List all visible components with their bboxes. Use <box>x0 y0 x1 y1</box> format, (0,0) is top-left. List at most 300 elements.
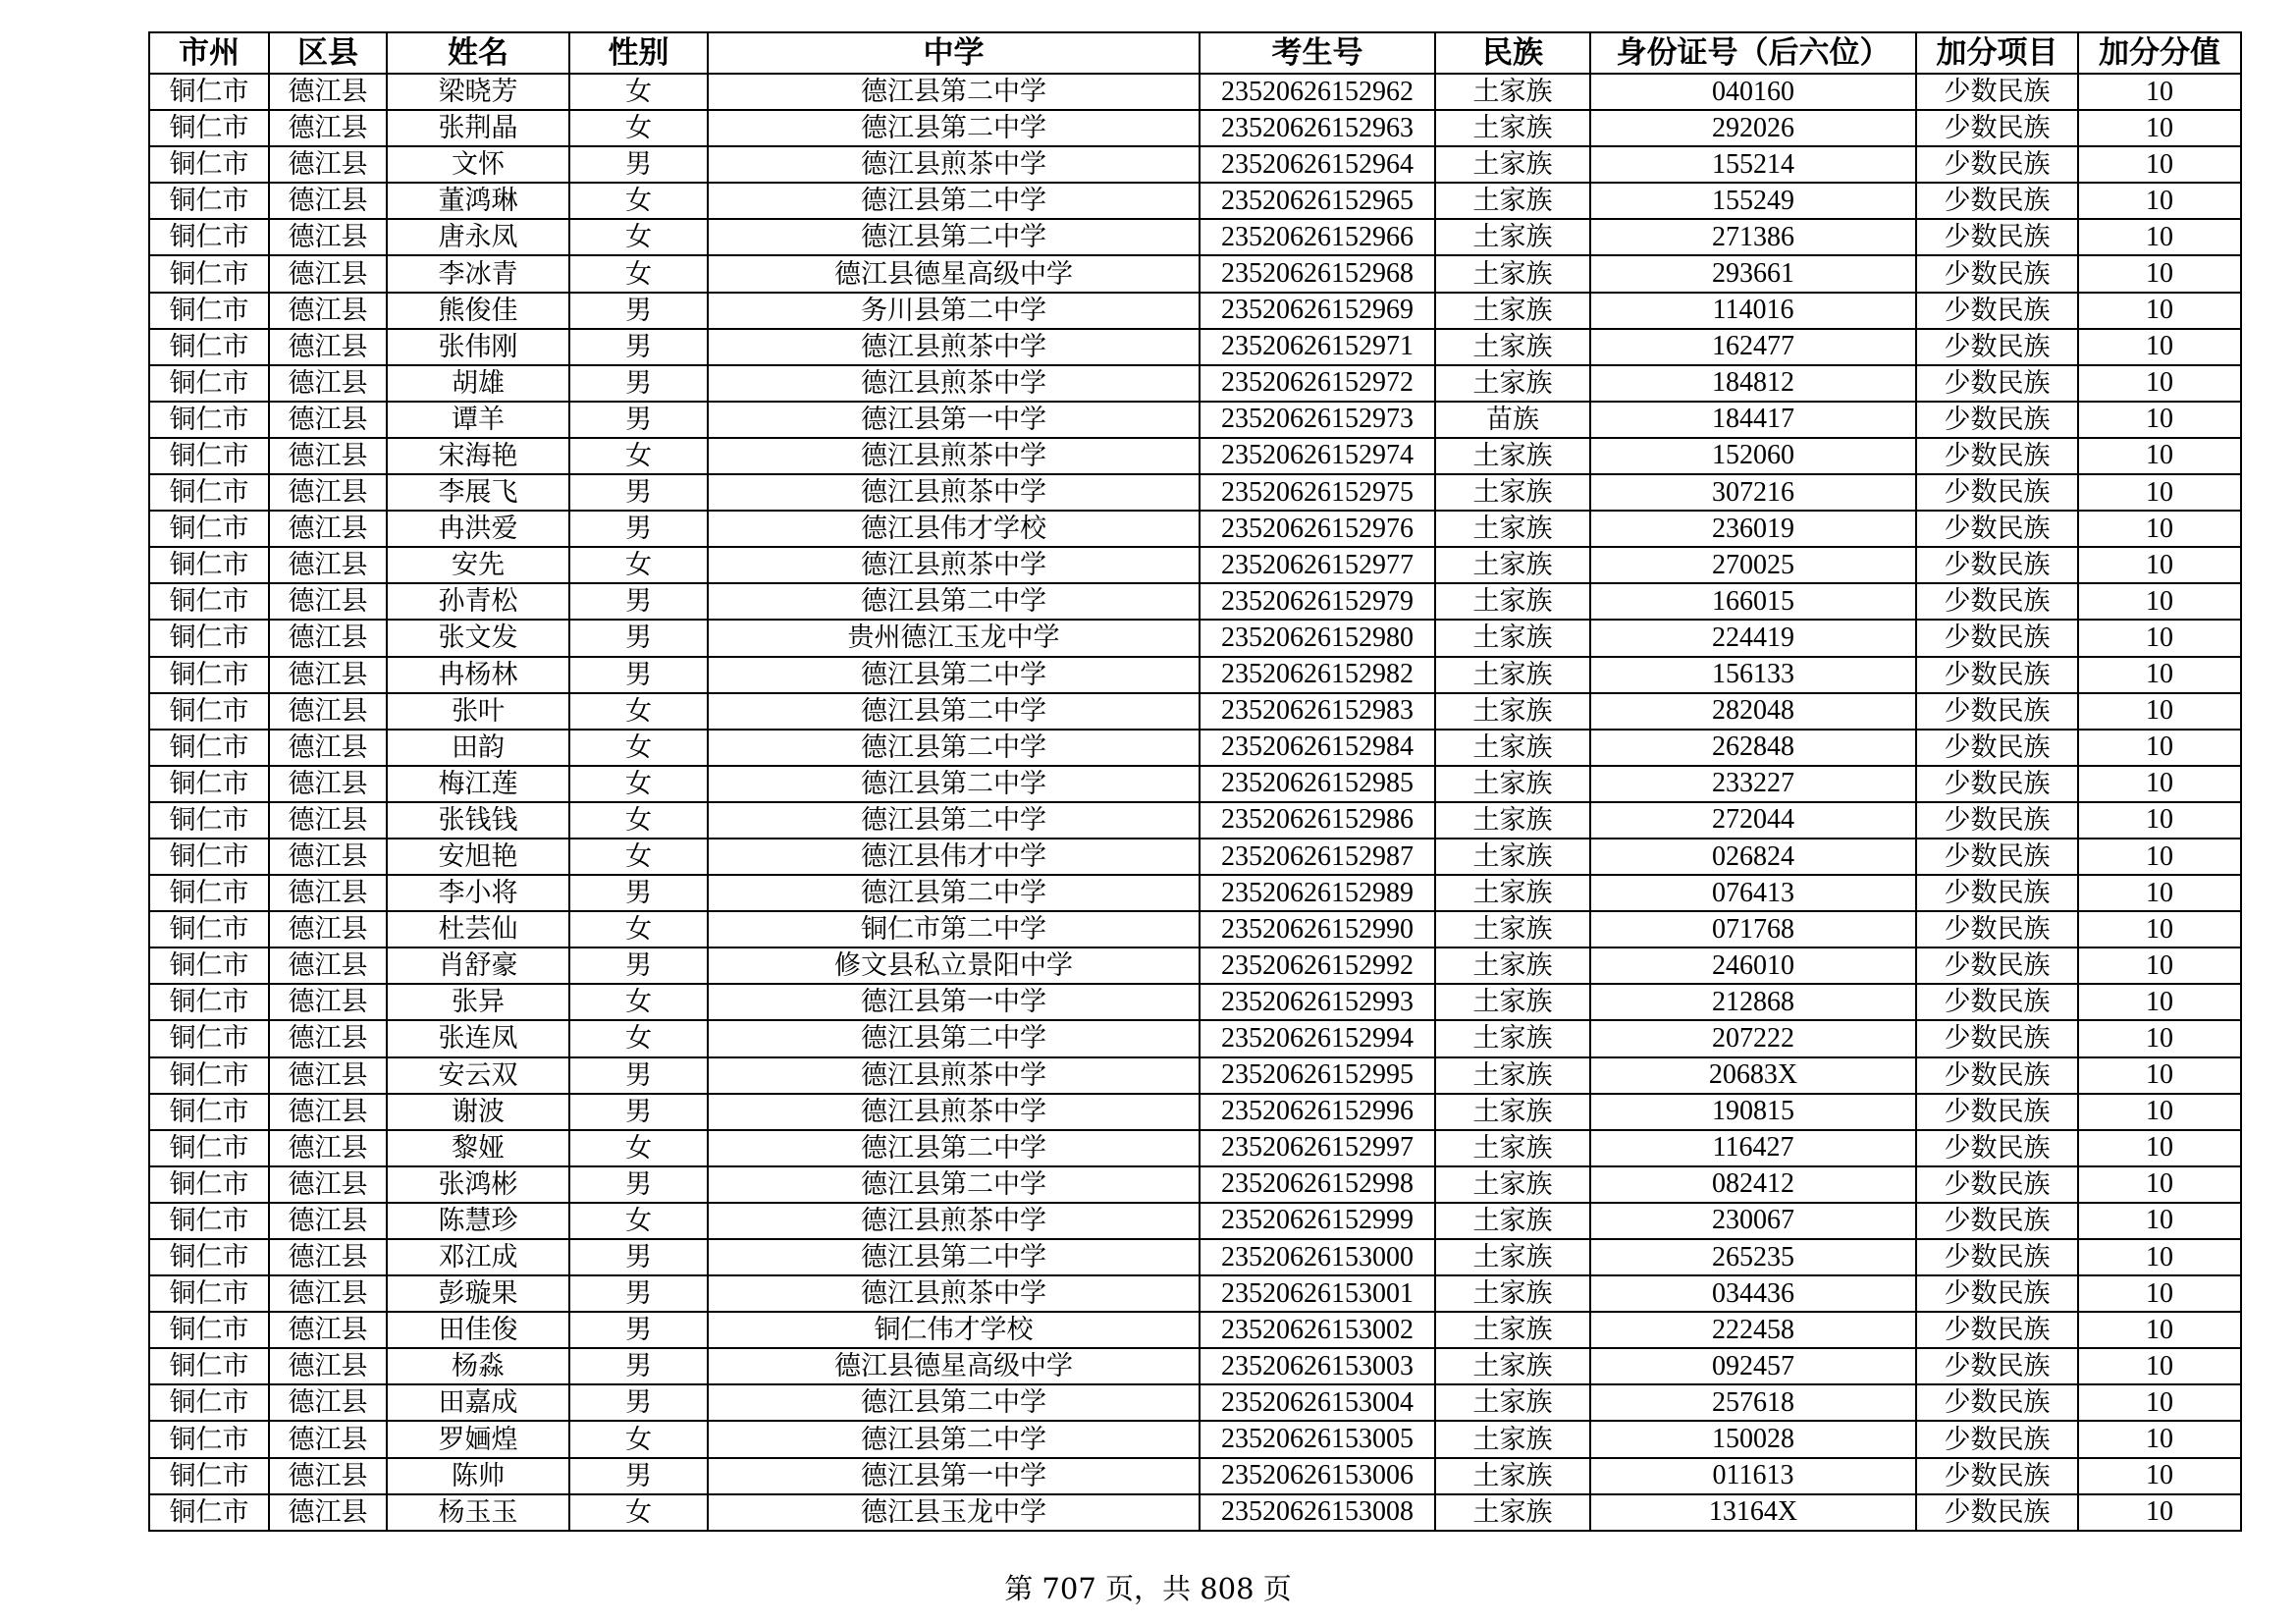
name-cell: 杨玉玉 <box>387 1494 569 1531</box>
name-cell: 安云双 <box>387 1057 569 1094</box>
bonus-value-cell: 10 <box>2078 1421 2241 1457</box>
table-row <box>149 1421 2241 1457</box>
table-row <box>149 1275 2241 1312</box>
gender-cell: 女 <box>569 984 708 1020</box>
name-cell: 宋海艳 <box>387 438 569 474</box>
name-cell: 安旭艳 <box>387 839 569 875</box>
page-footer: 第 707 页，共 808 页 <box>1004 1572 1292 1605</box>
county-cell: 德江县 <box>269 875 387 911</box>
ethnicity-cell: 土家族 <box>1435 1384 1590 1421</box>
bonus-value-cell: 10 <box>2078 219 2241 255</box>
name-cell: 熊俊佳 <box>387 293 569 329</box>
city-cell: 铜仁市 <box>149 1312 269 1348</box>
col-header-ethnicity: 民族 <box>1435 32 1590 74</box>
bonus-item-cell: 少数民族 <box>1916 1203 2078 1239</box>
gender-cell: 女 <box>569 1020 708 1056</box>
exam-number-cell: 23520626152963 <box>1200 110 1435 146</box>
exam-number-cell: 23520626152994 <box>1200 1020 1435 1056</box>
table-row <box>149 1057 2241 1094</box>
bonus-value-cell: 10 <box>2078 110 2241 146</box>
school-cell: 德江县煎茶中学 <box>708 474 1200 511</box>
ethnicity-cell: 土家族 <box>1435 1494 1590 1531</box>
exam-number-cell: 23520626152973 <box>1200 402 1435 438</box>
exam-number-cell: 23520626152999 <box>1200 1203 1435 1239</box>
gender-cell: 男 <box>569 402 708 438</box>
name-cell: 田佳俊 <box>387 1312 569 1348</box>
city-cell: 铜仁市 <box>149 620 269 656</box>
bonus-value-cell: 10 <box>2078 1312 2241 1348</box>
exam-number-cell: 23520626153003 <box>1200 1348 1435 1384</box>
city-cell: 铜仁市 <box>149 839 269 875</box>
bonus-value-cell: 10 <box>2078 1020 2241 1056</box>
table-row <box>149 402 2241 438</box>
bonus-value-cell: 10 <box>2078 1203 2241 1239</box>
exam-number-cell: 23520626153005 <box>1200 1421 1435 1457</box>
county-cell: 德江县 <box>269 438 387 474</box>
school-cell: 德江县第二中学 <box>708 219 1200 255</box>
city-cell: 铜仁市 <box>149 146 269 183</box>
city-cell: 铜仁市 <box>149 1458 269 1494</box>
id-last-six-cell: 293661 <box>1590 255 1916 292</box>
exam-number-cell: 23520626152995 <box>1200 1057 1435 1094</box>
table-row <box>149 875 2241 911</box>
id-last-six-cell: 071768 <box>1590 911 1916 947</box>
id-last-six-cell: 207222 <box>1590 1020 1916 1056</box>
bonus-item-cell: 少数民族 <box>1916 1275 2078 1312</box>
gender-cell: 男 <box>569 1312 708 1348</box>
ethnicity-cell: 土家族 <box>1435 74 1590 110</box>
bonus-value-cell: 10 <box>2078 620 2241 656</box>
exam-number-cell: 23520626153004 <box>1200 1384 1435 1421</box>
gender-cell: 男 <box>569 657 708 693</box>
school-cell: 德江县第二中学 <box>708 183 1200 219</box>
name-cell: 孙青松 <box>387 583 569 620</box>
id-last-six-cell: 184417 <box>1590 402 1916 438</box>
col-header-gender: 性别 <box>569 32 708 74</box>
exam-number-cell: 23520626152979 <box>1200 583 1435 620</box>
exam-number-cell: 23520626152980 <box>1200 620 1435 656</box>
city-cell: 铜仁市 <box>149 693 269 730</box>
id-last-six-cell: 262848 <box>1590 730 1916 766</box>
bonus-item-cell: 少数民族 <box>1916 255 2078 292</box>
county-cell: 德江县 <box>269 1020 387 1056</box>
school-cell: 德江县第一中学 <box>708 1458 1200 1494</box>
county-cell: 德江县 <box>269 1094 387 1130</box>
city-cell: 铜仁市 <box>149 911 269 947</box>
ethnicity-cell: 土家族 <box>1435 1348 1590 1384</box>
id-last-six-cell: 257618 <box>1590 1384 1916 1421</box>
school-cell: 德江县第二中学 <box>708 730 1200 766</box>
id-last-six-cell: 233227 <box>1590 766 1916 802</box>
id-last-six-cell: 13164X <box>1590 1494 1916 1531</box>
gender-cell: 男 <box>569 1166 708 1203</box>
col-header-county: 区县 <box>269 32 387 74</box>
id-last-six-cell: 265235 <box>1590 1239 1916 1275</box>
gender-cell: 女 <box>569 1494 708 1531</box>
name-cell: 张文发 <box>387 620 569 656</box>
id-last-six-cell: 307216 <box>1590 474 1916 511</box>
county-cell: 德江县 <box>269 1130 387 1166</box>
ethnicity-cell: 土家族 <box>1435 183 1590 219</box>
gender-cell: 女 <box>569 74 708 110</box>
gender-cell: 男 <box>569 1458 708 1494</box>
gender-cell: 男 <box>569 1057 708 1094</box>
gender-cell: 男 <box>569 947 708 984</box>
table-row <box>149 1494 2241 1531</box>
bonus-value-cell: 10 <box>2078 1057 2241 1094</box>
gender-cell: 男 <box>569 583 708 620</box>
name-cell: 张异 <box>387 984 569 1020</box>
table-row <box>149 1130 2241 1166</box>
exam-number-cell: 23520626152992 <box>1200 947 1435 984</box>
id-last-six-cell: 272044 <box>1590 802 1916 839</box>
school-cell: 德江县煎茶中学 <box>708 1275 1200 1312</box>
id-last-six-cell: 271386 <box>1590 219 1916 255</box>
ethnicity-cell: 土家族 <box>1435 1458 1590 1494</box>
id-last-six-cell: 082412 <box>1590 1166 1916 1203</box>
name-cell: 张叶 <box>387 693 569 730</box>
id-last-six-cell: 011613 <box>1590 1458 1916 1494</box>
ethnicity-cell: 土家族 <box>1435 839 1590 875</box>
gender-cell: 男 <box>569 620 708 656</box>
id-last-six-cell: 224419 <box>1590 620 1916 656</box>
bonus-value-cell: 10 <box>2078 766 2241 802</box>
bonus-item-cell: 少数民族 <box>1916 365 2078 402</box>
id-last-six-cell: 034436 <box>1590 1275 1916 1312</box>
name-cell: 陈帅 <box>387 1458 569 1494</box>
bonus-value-cell: 10 <box>2078 511 2241 547</box>
bonus-item-cell: 少数民族 <box>1916 984 2078 1020</box>
name-cell: 谢波 <box>387 1094 569 1130</box>
county-cell: 德江县 <box>269 219 387 255</box>
bonus-value-cell: 10 <box>2078 1458 2241 1494</box>
exam-number-cell: 23520626152971 <box>1200 329 1435 365</box>
ethnicity-cell: 土家族 <box>1435 255 1590 292</box>
bonus-value-cell: 10 <box>2078 365 2241 402</box>
school-cell: 德江县玉龙中学 <box>708 1494 1200 1531</box>
bonus-item-cell: 少数民族 <box>1916 402 2078 438</box>
ethnicity-cell: 土家族 <box>1435 1312 1590 1348</box>
gender-cell: 女 <box>569 1203 708 1239</box>
id-last-six-cell: 190815 <box>1590 1094 1916 1130</box>
bonus-item-cell: 少数民族 <box>1916 766 2078 802</box>
name-cell: 彭璇果 <box>387 1275 569 1312</box>
table-row <box>149 293 2241 329</box>
school-cell: 德江县第一中学 <box>708 984 1200 1020</box>
exam-number-cell: 23520626152985 <box>1200 766 1435 802</box>
school-cell: 德江县煎茶中学 <box>708 146 1200 183</box>
gender-cell: 女 <box>569 1421 708 1457</box>
gender-cell: 女 <box>569 766 708 802</box>
bonus-item-cell: 少数民族 <box>1916 911 2078 947</box>
exam-number-cell: 23520626152997 <box>1200 1130 1435 1166</box>
table-row <box>149 1020 2241 1056</box>
bonus-item-cell: 少数民族 <box>1916 146 2078 183</box>
county-cell: 德江县 <box>269 1458 387 1494</box>
bonus-value-cell: 10 <box>2078 947 2241 984</box>
bonus-value-cell: 10 <box>2078 74 2241 110</box>
bonus-value-cell: 10 <box>2078 1275 2241 1312</box>
ethnicity-cell: 土家族 <box>1435 110 1590 146</box>
bonus-value-cell: 10 <box>2078 730 2241 766</box>
county-cell: 德江县 <box>269 839 387 875</box>
table-row <box>149 1312 2241 1348</box>
city-cell: 铜仁市 <box>149 74 269 110</box>
id-last-six-cell: 292026 <box>1590 110 1916 146</box>
exam-number-cell: 23520626152974 <box>1200 438 1435 474</box>
bonus-value-cell: 10 <box>2078 1239 2241 1275</box>
school-cell: 德江县煎茶中学 <box>708 1057 1200 1094</box>
exam-number-cell: 23520626152996 <box>1200 1094 1435 1130</box>
id-last-six-cell: 114016 <box>1590 293 1916 329</box>
city-cell: 铜仁市 <box>149 1384 269 1421</box>
gender-cell: 女 <box>569 219 708 255</box>
bonus-value-cell: 10 <box>2078 1166 2241 1203</box>
city-cell: 铜仁市 <box>149 474 269 511</box>
name-cell: 梁晓芳 <box>387 74 569 110</box>
ethnicity-cell: 土家族 <box>1435 657 1590 693</box>
school-cell: 修文县私立景阳中学 <box>708 947 1200 984</box>
gender-cell: 男 <box>569 875 708 911</box>
county-cell: 德江县 <box>269 1239 387 1275</box>
name-cell: 李展飞 <box>387 474 569 511</box>
bonus-value-cell: 10 <box>2078 547 2241 583</box>
gender-cell: 女 <box>569 802 708 839</box>
city-cell: 铜仁市 <box>149 657 269 693</box>
exam-number-cell: 23520626152972 <box>1200 365 1435 402</box>
id-last-six-cell: 184812 <box>1590 365 1916 402</box>
bonus-value-cell: 10 <box>2078 329 2241 365</box>
bonus-item-cell: 少数民族 <box>1916 730 2078 766</box>
gender-cell: 男 <box>569 329 708 365</box>
ethnicity-cell: 土家族 <box>1435 766 1590 802</box>
bonus-item-cell: 少数民族 <box>1916 511 2078 547</box>
table-row <box>149 583 2241 620</box>
city-cell: 铜仁市 <box>149 947 269 984</box>
table-row <box>149 947 2241 984</box>
city-cell: 铜仁市 <box>149 511 269 547</box>
table-row <box>149 730 2241 766</box>
bonus-value-cell: 10 <box>2078 1494 2241 1531</box>
ethnicity-cell: 土家族 <box>1435 1166 1590 1203</box>
ethnicity-cell: 土家族 <box>1435 1239 1590 1275</box>
county-cell: 德江县 <box>269 183 387 219</box>
gender-cell: 女 <box>569 730 708 766</box>
exam-number-cell: 23520626153002 <box>1200 1312 1435 1348</box>
table-row <box>149 474 2241 511</box>
id-last-six-cell: 040160 <box>1590 74 1916 110</box>
name-cell: 张连凤 <box>387 1020 569 1056</box>
bonus-value-cell: 10 <box>2078 474 2241 511</box>
table-row <box>149 146 2241 183</box>
county-cell: 德江县 <box>269 1203 387 1239</box>
gender-cell: 男 <box>569 474 708 511</box>
table-row <box>149 219 2241 255</box>
county-cell: 德江县 <box>269 1494 387 1531</box>
bonus-item-cell: 少数民族 <box>1916 657 2078 693</box>
name-cell: 罗婳煌 <box>387 1421 569 1457</box>
school-cell: 德江县第二中学 <box>708 1020 1200 1056</box>
school-cell: 德江县第二中学 <box>708 802 1200 839</box>
id-last-six-cell: 150028 <box>1590 1421 1916 1457</box>
gender-cell: 男 <box>569 1384 708 1421</box>
gender-cell: 女 <box>569 438 708 474</box>
school-cell: 德江县第二中学 <box>708 1421 1200 1457</box>
city-cell: 铜仁市 <box>149 1166 269 1203</box>
exam-number-cell: 23520626152998 <box>1200 1166 1435 1203</box>
table-row <box>149 1384 2241 1421</box>
table-row <box>149 183 2241 219</box>
city-cell: 铜仁市 <box>149 730 269 766</box>
name-cell: 田嘉成 <box>387 1384 569 1421</box>
city-cell: 铜仁市 <box>149 293 269 329</box>
col-header-school: 中学 <box>708 32 1200 74</box>
bonus-item-cell: 少数民族 <box>1916 1348 2078 1384</box>
name-cell: 梅江莲 <box>387 766 569 802</box>
gender-cell: 男 <box>569 1275 708 1312</box>
id-last-six-cell: 222458 <box>1590 1312 1916 1348</box>
county-cell: 德江县 <box>269 1348 387 1384</box>
ethnicity-cell: 土家族 <box>1435 547 1590 583</box>
col-header-id-last-six: 身份证号（后六位） <box>1590 32 1916 74</box>
ethnicity-cell: 土家族 <box>1435 1020 1590 1056</box>
county-cell: 德江县 <box>269 911 387 947</box>
city-cell: 铜仁市 <box>149 1130 269 1166</box>
exam-number-cell: 23520626152968 <box>1200 255 1435 292</box>
table-row <box>149 984 2241 1020</box>
bonus-points-table <box>148 31 2242 1532</box>
col-header-exam-number: 考生号 <box>1200 32 1435 74</box>
table-row <box>149 547 2241 583</box>
gender-cell: 女 <box>569 1130 708 1166</box>
gender-cell: 女 <box>569 911 708 947</box>
ethnicity-cell: 土家族 <box>1435 511 1590 547</box>
school-cell: 德江县第二中学 <box>708 1239 1200 1275</box>
name-cell: 文怀 <box>387 146 569 183</box>
id-last-six-cell: 166015 <box>1590 583 1916 620</box>
city-cell: 铜仁市 <box>149 255 269 292</box>
ethnicity-cell: 土家族 <box>1435 620 1590 656</box>
table-body <box>149 74 2241 1531</box>
name-cell: 冉洪爱 <box>387 511 569 547</box>
table-row <box>149 1348 2241 1384</box>
exam-number-cell: 23520626153008 <box>1200 1494 1435 1531</box>
bonus-value-cell: 10 <box>2078 875 2241 911</box>
bonus-value-cell: 10 <box>2078 255 2241 292</box>
school-cell: 德江县第二中学 <box>708 110 1200 146</box>
name-cell: 胡雄 <box>387 365 569 402</box>
col-header-bonus-item: 加分项目 <box>1916 32 2078 74</box>
id-last-six-cell: 155249 <box>1590 183 1916 219</box>
county-cell: 德江县 <box>269 146 387 183</box>
city-cell: 铜仁市 <box>149 875 269 911</box>
ethnicity-cell: 土家族 <box>1435 1094 1590 1130</box>
bonus-value-cell: 10 <box>2078 984 2241 1020</box>
table-row <box>149 766 2241 802</box>
id-last-six-cell: 270025 <box>1590 547 1916 583</box>
county-cell: 德江县 <box>269 1421 387 1457</box>
ethnicity-cell: 土家族 <box>1435 947 1590 984</box>
gender-cell: 女 <box>569 110 708 146</box>
ethnicity-cell: 土家族 <box>1435 730 1590 766</box>
ethnicity-cell: 土家族 <box>1435 365 1590 402</box>
gender-cell: 女 <box>569 547 708 583</box>
bonus-value-cell: 10 <box>2078 1384 2241 1421</box>
bonus-value-cell: 10 <box>2078 583 2241 620</box>
school-cell: 德江县第二中学 <box>708 1166 1200 1203</box>
county-cell: 德江县 <box>269 1384 387 1421</box>
name-cell: 张鸿彬 <box>387 1166 569 1203</box>
name-cell: 杨淼 <box>387 1348 569 1384</box>
city-cell: 铜仁市 <box>149 219 269 255</box>
table-row <box>149 255 2241 292</box>
county-cell: 德江县 <box>269 1057 387 1094</box>
county-cell: 德江县 <box>269 74 387 110</box>
name-cell: 杜芸仙 <box>387 911 569 947</box>
school-cell: 铜仁伟才学校 <box>708 1312 1200 1348</box>
bonus-item-cell: 少数民族 <box>1916 1166 2078 1203</box>
city-cell: 铜仁市 <box>149 1421 269 1457</box>
ethnicity-cell: 土家族 <box>1435 146 1590 183</box>
bonus-item-cell: 少数民族 <box>1916 110 2078 146</box>
bonus-value-cell: 10 <box>2078 802 2241 839</box>
gender-cell: 女 <box>569 839 708 875</box>
ethnicity-cell: 土家族 <box>1435 1057 1590 1094</box>
school-cell: 德江县第二中学 <box>708 657 1200 693</box>
exam-number-cell: 23520626152969 <box>1200 293 1435 329</box>
table-row <box>149 657 2241 693</box>
ethnicity-cell: 土家族 <box>1435 329 1590 365</box>
county-cell: 德江县 <box>269 947 387 984</box>
school-cell: 贵州德江玉龙中学 <box>708 620 1200 656</box>
gender-cell: 男 <box>569 1094 708 1130</box>
id-last-six-cell: 156133 <box>1590 657 1916 693</box>
bonus-value-cell: 10 <box>2078 839 2241 875</box>
county-cell: 德江县 <box>269 293 387 329</box>
id-last-six-cell: 152060 <box>1590 438 1916 474</box>
exam-number-cell: 23520626152966 <box>1200 219 1435 255</box>
name-cell: 陈慧珍 <box>387 1203 569 1239</box>
city-cell: 铜仁市 <box>149 1275 269 1312</box>
exam-number-cell: 23520626152982 <box>1200 657 1435 693</box>
city-cell: 铜仁市 <box>149 183 269 219</box>
table-row <box>149 839 2241 875</box>
exam-number-cell: 23520626152986 <box>1200 802 1435 839</box>
school-cell: 德江县煎茶中学 <box>708 365 1200 402</box>
gender-cell: 男 <box>569 1348 708 1384</box>
bonus-item-cell: 少数民族 <box>1916 802 2078 839</box>
gender-cell: 女 <box>569 255 708 292</box>
county-cell: 德江县 <box>269 1275 387 1312</box>
school-cell: 德江县第二中学 <box>708 766 1200 802</box>
county-cell: 德江县 <box>269 1312 387 1348</box>
exam-number-cell: 23520626152975 <box>1200 474 1435 511</box>
name-cell: 张荆晶 <box>387 110 569 146</box>
city-cell: 铜仁市 <box>149 365 269 402</box>
county-cell: 德江县 <box>269 255 387 292</box>
table-row <box>149 620 2241 656</box>
school-cell: 德江县德星高级中学 <box>708 1348 1200 1384</box>
ethnicity-cell: 土家族 <box>1435 583 1590 620</box>
name-cell: 董鸿琳 <box>387 183 569 219</box>
bonus-value-cell: 10 <box>2078 657 2241 693</box>
id-last-six-cell: 236019 <box>1590 511 1916 547</box>
name-cell: 张伟刚 <box>387 329 569 365</box>
bonus-item-cell: 少数民族 <box>1916 1130 2078 1166</box>
gender-cell: 男 <box>569 365 708 402</box>
school-cell: 德江县煎茶中学 <box>708 547 1200 583</box>
col-header-city: 市州 <box>149 32 269 74</box>
